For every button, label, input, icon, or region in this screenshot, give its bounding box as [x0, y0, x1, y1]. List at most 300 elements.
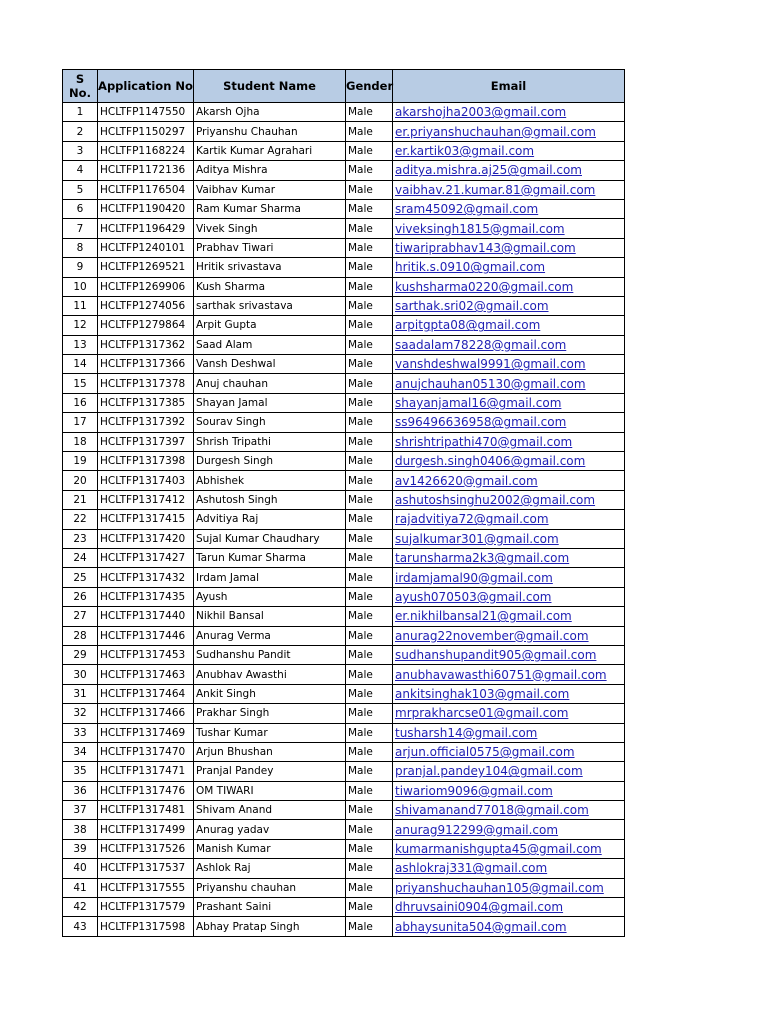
email-link[interactable]: vaibhav.21.kumar.81@gmail.com [395, 182, 596, 197]
gender-cell: Male [346, 665, 393, 684]
email-link[interactable]: pranjal.pandey104@gmail.com [395, 764, 583, 779]
email-link[interactable]: shayanjamal16@gmail.com [395, 396, 562, 411]
sno-cell: 26 [63, 587, 98, 606]
table-row [63, 859, 625, 878]
student-name-cell: Priyanshu Chauhan [194, 122, 346, 141]
application-no-cell: HCLTFP1317403 [98, 471, 194, 490]
email-cell [393, 742, 625, 761]
student-name-cell: Akarsh Ojha [194, 103, 346, 122]
email-cell [393, 607, 625, 626]
student-name-cell: Nikhil Bansal [194, 607, 346, 626]
table-row [63, 568, 625, 587]
table-row [63, 645, 625, 664]
gender-cell: Male [346, 199, 393, 218]
gender-cell: Male [346, 645, 393, 664]
table-row [63, 296, 625, 315]
sno-cell: 39 [63, 839, 98, 858]
sno-cell: 30 [63, 665, 98, 684]
email-link[interactable]: anurag22november@gmail.com [395, 628, 589, 643]
table-row [63, 432, 625, 451]
email-cell [393, 704, 625, 723]
gender-cell: Male [346, 548, 393, 567]
application-no-cell: HCLTFP1274056 [98, 296, 194, 315]
application-no-cell: HCLTFP1317466 [98, 704, 194, 723]
gender-cell: Male [346, 452, 393, 471]
application-no-cell: HCLTFP1317435 [98, 587, 194, 606]
application-no-cell: HCLTFP1317464 [98, 684, 194, 703]
student-name-cell: Sudhanshu Pandit [194, 645, 346, 664]
sno-cell: 15 [63, 374, 98, 393]
student-name-cell: Prabhav Tiwari [194, 238, 346, 257]
sno-cell: 13 [63, 335, 98, 354]
email-cell [393, 548, 625, 567]
application-no-cell: HCLTFP1317471 [98, 762, 194, 781]
email-cell [393, 917, 625, 936]
student-name-cell: Shayan Jamal [194, 393, 346, 412]
table-row [63, 723, 625, 742]
gender-cell: Male [346, 374, 393, 393]
student-name-cell: Arpit Gupta [194, 316, 346, 335]
email-link[interactable]: akarshojha2003@gmail.com [395, 105, 567, 120]
email-link[interactable]: viveksingh1815@gmail.com [395, 221, 565, 236]
gender-cell: Male [346, 781, 393, 800]
sno-cell: 36 [63, 781, 98, 800]
sno-cell: 33 [63, 723, 98, 742]
student-name-cell: Shrish Tripathi [194, 432, 346, 451]
table-row [63, 316, 625, 335]
email-cell [393, 238, 625, 257]
application-no-cell: HCLTFP1317432 [98, 568, 194, 587]
student-name-cell: Sourav Singh [194, 413, 346, 432]
table-row [63, 393, 625, 412]
email-link[interactable]: anujchauhan05130@gmail.com [395, 376, 586, 391]
student-name-cell: Durgesh Singh [194, 452, 346, 471]
sno-cell: 6 [63, 199, 98, 218]
gender-cell: Male [346, 296, 393, 315]
sno-cell: 38 [63, 820, 98, 839]
email-link[interactable]: ayush070503@gmail.com [395, 589, 552, 604]
email-cell [393, 529, 625, 548]
sno-cell: 34 [63, 742, 98, 761]
gender-cell: Male [346, 529, 393, 548]
sno-cell: 42 [63, 898, 98, 917]
header-email: Email [393, 70, 625, 103]
application-no-cell: HCLTFP1317412 [98, 490, 194, 509]
application-no-cell: HCLTFP1317476 [98, 781, 194, 800]
email-link[interactable]: kumarmanishgupta45@gmail.com [395, 842, 602, 857]
table-row [63, 452, 625, 471]
table-row [63, 219, 625, 238]
student-name-cell: Kartik Kumar Agrahari [194, 141, 346, 160]
application-no-cell: HCLTFP1317446 [98, 626, 194, 645]
gender-cell: Male [346, 762, 393, 781]
student-name-cell: Anurag yadav [194, 820, 346, 839]
table-row [63, 781, 625, 800]
email-link[interactable]: shrishtripathi470@gmail.com [395, 434, 573, 449]
student-name-cell: Priyanshu chauhan [194, 878, 346, 897]
table-row [63, 684, 625, 703]
sno-cell: 14 [63, 355, 98, 374]
email-cell [393, 471, 625, 490]
table-row [63, 122, 625, 141]
sno-cell: 37 [63, 801, 98, 820]
sno-cell: 29 [63, 645, 98, 664]
table-row [63, 277, 625, 296]
table-body [63, 103, 625, 937]
sno-cell: 7 [63, 219, 98, 238]
application-no-cell: HCLTFP1172136 [98, 161, 194, 180]
sno-cell: 1 [63, 103, 98, 122]
gender-cell: Male [346, 859, 393, 878]
gender-cell: Male [346, 684, 393, 703]
application-no-cell: HCLTFP1190420 [98, 199, 194, 218]
sno-cell: 4 [63, 161, 98, 180]
email-cell [393, 432, 625, 451]
application-no-cell: HCLTFP1168224 [98, 141, 194, 160]
table-row [63, 762, 625, 781]
email-link[interactable]: ankitsinghak103@gmail.com [395, 686, 570, 701]
table-row [63, 878, 625, 897]
sno-cell: 27 [63, 607, 98, 626]
email-cell [393, 587, 625, 606]
application-no-cell: HCLTFP1317415 [98, 510, 194, 529]
sno-cell: 5 [63, 180, 98, 199]
email-link[interactable]: aditya.mishra.aj25@gmail.com [395, 163, 582, 178]
application-no-cell: HCLTFP1317481 [98, 801, 194, 820]
sno-cell: 23 [63, 529, 98, 548]
gender-cell: Male [346, 393, 393, 412]
application-no-cell: HCLTFP1317579 [98, 898, 194, 917]
student-name-cell: Pranjal Pandey [194, 762, 346, 781]
email-cell [393, 781, 625, 800]
application-no-cell: HCLTFP1269906 [98, 277, 194, 296]
student-name-cell: Abhay Pratap Singh [194, 917, 346, 936]
email-link[interactable]: sudhanshupandit905@gmail.com [395, 648, 597, 663]
table-row [63, 103, 625, 122]
table-row [63, 801, 625, 820]
sno-cell: 20 [63, 471, 98, 490]
table-row [63, 820, 625, 839]
email-cell [393, 413, 625, 432]
sno-cell: 31 [63, 684, 98, 703]
email-link[interactable]: anurag912299@gmail.com [395, 822, 559, 837]
gender-cell: Male [346, 820, 393, 839]
table-row [63, 238, 625, 257]
application-no-cell: HCLTFP1317526 [98, 839, 194, 858]
sno-cell: 8 [63, 238, 98, 257]
email-link[interactable]: dhruvsaini0904@gmail.com [395, 900, 564, 915]
sno-cell: 3 [63, 141, 98, 160]
student-name-cell: Vaibhav Kumar [194, 180, 346, 199]
email-link[interactable]: ashlokraj331@gmail.com [395, 861, 548, 876]
email-link[interactable]: tarunsharma2k3@gmail.com [395, 551, 570, 566]
email-link[interactable]: mrprakharcse01@gmail.com [395, 706, 569, 721]
table-row [63, 471, 625, 490]
application-no-cell: HCLTFP1317398 [98, 452, 194, 471]
student-name-cell: Advitiya Raj [194, 510, 346, 529]
student-name-cell: Vansh Deshwal [194, 355, 346, 374]
email-link[interactable]: av1426620@gmail.com [395, 473, 538, 488]
email-cell [393, 801, 625, 820]
student-name-cell: Ayush [194, 587, 346, 606]
table-row [63, 141, 625, 160]
table-header [63, 70, 625, 103]
application-no-cell: HCLTFP1317366 [98, 355, 194, 374]
email-link[interactable]: shivamanand77018@gmail.com [395, 803, 589, 818]
sno-cell: 21 [63, 490, 98, 509]
sno-cell: 19 [63, 452, 98, 471]
student-name-cell: Arjun Bhushan [194, 742, 346, 761]
table-row [63, 626, 625, 645]
student-name-cell: Prakhar Singh [194, 704, 346, 723]
table-row [63, 587, 625, 606]
table-row [63, 161, 625, 180]
gender-cell: Male [346, 607, 393, 626]
email-cell [393, 374, 625, 393]
email-link[interactable]: abhaysunita504@gmail.com [395, 919, 567, 934]
sno-cell: 41 [63, 878, 98, 897]
gender-cell: Male [346, 878, 393, 897]
gender-cell: Male [346, 238, 393, 257]
email-link[interactable]: hritik.s.0910@gmail.com [395, 260, 546, 275]
email-link[interactable]: tiwariprabhav143@gmail.com [395, 240, 576, 255]
gender-cell: Male [346, 587, 393, 606]
email-cell [393, 898, 625, 917]
student-name-cell: Prashant Saini [194, 898, 346, 917]
table-row [63, 413, 625, 432]
gender-cell: Male [346, 258, 393, 277]
email-cell [393, 199, 625, 218]
gender-cell: Male [346, 898, 393, 917]
email-cell [393, 762, 625, 781]
email-link[interactable]: durgesh.singh0406@gmail.com [395, 454, 586, 469]
table-row [63, 742, 625, 761]
email-link[interactable]: sujalkumar301@gmail.com [395, 531, 559, 546]
student-name-cell: Kush Sharma [194, 277, 346, 296]
gender-cell: Male [346, 103, 393, 122]
application-no-cell: HCLTFP1269521 [98, 258, 194, 277]
gender-cell: Male [346, 568, 393, 587]
header-application-no: Application No [98, 70, 194, 103]
application-no-cell: HCLTFP1279864 [98, 316, 194, 335]
table-row [63, 529, 625, 548]
table-row [63, 490, 625, 509]
email-link[interactable]: arjun.official0575@gmail.com [395, 745, 575, 760]
student-name-cell: Manish Kumar [194, 839, 346, 858]
gender-cell: Male [346, 839, 393, 858]
email-cell [393, 645, 625, 664]
email-cell [393, 878, 625, 897]
student-name-cell: Irdam Jamal [194, 568, 346, 587]
email-cell [393, 180, 625, 199]
table-row [63, 355, 625, 374]
table-row [63, 199, 625, 218]
student-name-cell: Hritik srivastava [194, 258, 346, 277]
email-cell [393, 316, 625, 335]
student-name-cell: Anubhav Awasthi [194, 665, 346, 684]
application-no-cell: HCLTFP1317362 [98, 335, 194, 354]
sno-cell: 10 [63, 277, 98, 296]
application-no-cell: HCLTFP1317463 [98, 665, 194, 684]
email-cell [393, 839, 625, 858]
gender-cell: Male [346, 219, 393, 238]
sno-cell: 40 [63, 859, 98, 878]
application-no-cell: HCLTFP1240101 [98, 238, 194, 257]
application-no-cell: HCLTFP1317470 [98, 742, 194, 761]
application-no-cell: HCLTFP1317555 [98, 878, 194, 897]
student-name-cell: Ram Kumar Sharma [194, 199, 346, 218]
email-link[interactable]: irdamjamal90@gmail.com [395, 570, 553, 585]
email-link[interactable]: vanshdeshwal9991@gmail.com [395, 357, 586, 372]
email-cell [393, 161, 625, 180]
gender-cell: Male [346, 510, 393, 529]
student-name-cell: Tarun Kumar Sharma [194, 548, 346, 567]
gender-cell: Male [346, 742, 393, 761]
table-row [63, 510, 625, 529]
sno-cell: 25 [63, 568, 98, 587]
email-link[interactable]: sram45092@gmail.com [395, 202, 539, 217]
email-cell [393, 393, 625, 412]
application-no-cell: HCLTFP1317469 [98, 723, 194, 742]
gender-cell: Male [346, 413, 393, 432]
student-name-cell: Vivek Singh [194, 219, 346, 238]
student-name-cell: Abhishek [194, 471, 346, 490]
sno-cell: 2 [63, 122, 98, 141]
application-no-cell: HCLTFP1147550 [98, 103, 194, 122]
application-no-cell: HCLTFP1317378 [98, 374, 194, 393]
email-cell [393, 684, 625, 703]
table-row [63, 665, 625, 684]
application-no-cell: HCLTFP1196429 [98, 219, 194, 238]
application-no-cell: HCLTFP1317537 [98, 859, 194, 878]
email-cell [393, 820, 625, 839]
email-link[interactable]: ss96496636958@gmail.com [395, 415, 567, 430]
sno-cell: 35 [63, 762, 98, 781]
email-link[interactable]: tiwariom9096@gmail.com [395, 783, 553, 798]
gender-cell: Male [346, 490, 393, 509]
student-name-cell: OM TIWARI [194, 781, 346, 800]
email-cell [393, 723, 625, 742]
email-link[interactable]: arpitgpta08@gmail.com [395, 318, 541, 333]
gender-cell: Male [346, 335, 393, 354]
gender-cell: Male [346, 161, 393, 180]
sno-cell: 22 [63, 510, 98, 529]
table-row [63, 898, 625, 917]
application-no-cell: HCLTFP1317598 [98, 917, 194, 936]
email-cell [393, 335, 625, 354]
gender-cell: Male [346, 704, 393, 723]
sno-cell: 28 [63, 626, 98, 645]
table-row [63, 548, 625, 567]
gender-cell: Male [346, 277, 393, 296]
email-cell [393, 452, 625, 471]
email-link[interactable]: saadalam78228@gmail.com [395, 337, 567, 352]
email-link[interactable]: tusharsh14@gmail.com [395, 725, 538, 740]
table-row [63, 839, 625, 858]
application-no-cell: HCLTFP1317397 [98, 432, 194, 451]
gender-cell: Male [346, 141, 393, 160]
application-no-cell: HCLTFP1317453 [98, 645, 194, 664]
email-cell [393, 277, 625, 296]
email-cell [393, 258, 625, 277]
student-name-cell: Ankit Singh [194, 684, 346, 703]
email-cell [393, 626, 625, 645]
application-no-cell: HCLTFP1317427 [98, 548, 194, 567]
email-cell [393, 219, 625, 238]
table-row [63, 180, 625, 199]
gender-cell: Male [346, 723, 393, 742]
email-link[interactable]: priyanshuchauhan105@gmail.com [395, 880, 604, 895]
table-row [63, 374, 625, 393]
student-name-cell: Anuj chauhan [194, 374, 346, 393]
header-gender: Gender [346, 70, 393, 103]
application-no-cell: HCLTFP1317499 [98, 820, 194, 839]
gender-cell: Male [346, 355, 393, 374]
email-cell [393, 103, 625, 122]
header-row [63, 70, 625, 103]
email-link[interactable]: er.nikhilbansal21@gmail.com [395, 609, 572, 624]
sno-cell: 17 [63, 413, 98, 432]
application-no-cell: HCLTFP1317440 [98, 607, 194, 626]
student-name-cell: Ashutosh Singh [194, 490, 346, 509]
student-table [62, 69, 625, 937]
header-sno: S No. [63, 70, 98, 103]
application-no-cell: HCLTFP1317385 [98, 393, 194, 412]
email-link[interactable]: er.priyanshuchauhan@gmail.com [395, 124, 596, 139]
email-cell [393, 665, 625, 684]
student-name-cell: Ashlok Raj [194, 859, 346, 878]
gender-cell: Male [346, 316, 393, 335]
application-no-cell: HCLTFP1317392 [98, 413, 194, 432]
student-name-cell: Tushar Kumar [194, 723, 346, 742]
gender-cell: Male [346, 471, 393, 490]
email-link[interactable]: kushsharma0220@gmail.com [395, 279, 574, 294]
gender-cell: Male [346, 917, 393, 936]
header-student-name: Student Name [194, 70, 346, 103]
email-cell [393, 122, 625, 141]
table-row [63, 917, 625, 936]
student-name-cell: Shivam Anand [194, 801, 346, 820]
sno-cell: 12 [63, 316, 98, 335]
email-cell [393, 568, 625, 587]
gender-cell: Male [346, 180, 393, 199]
email-cell [393, 296, 625, 315]
table-row [63, 704, 625, 723]
sno-cell: 18 [63, 432, 98, 451]
gender-cell: Male [346, 432, 393, 451]
student-name-cell: sarthak srivastava [194, 296, 346, 315]
application-no-cell: HCLTFP1317420 [98, 529, 194, 548]
gender-cell: Male [346, 626, 393, 645]
student-name-cell: Saad Alam [194, 335, 346, 354]
email-cell [393, 510, 625, 529]
sno-cell: 24 [63, 548, 98, 567]
sno-cell: 9 [63, 258, 98, 277]
email-link[interactable]: anubhavawasthi60751@gmail.com [395, 667, 607, 682]
email-link[interactable]: sarthak.sri02@gmail.com [395, 299, 549, 314]
sno-cell: 32 [63, 704, 98, 723]
email-link[interactable]: er.kartik03@gmail.com [395, 143, 535, 158]
email-cell [393, 490, 625, 509]
application-no-cell: HCLTFP1150297 [98, 122, 194, 141]
student-name-cell: Sujal Kumar Chaudhary [194, 529, 346, 548]
email-link[interactable]: ashutoshsinghu2002@gmail.com [395, 493, 596, 507]
table-row [63, 335, 625, 354]
table-row [63, 258, 625, 277]
email-link[interactable]: rajadvitiya72@gmail.com [395, 512, 549, 527]
gender-cell: Male [346, 122, 393, 141]
table-row [63, 607, 625, 626]
